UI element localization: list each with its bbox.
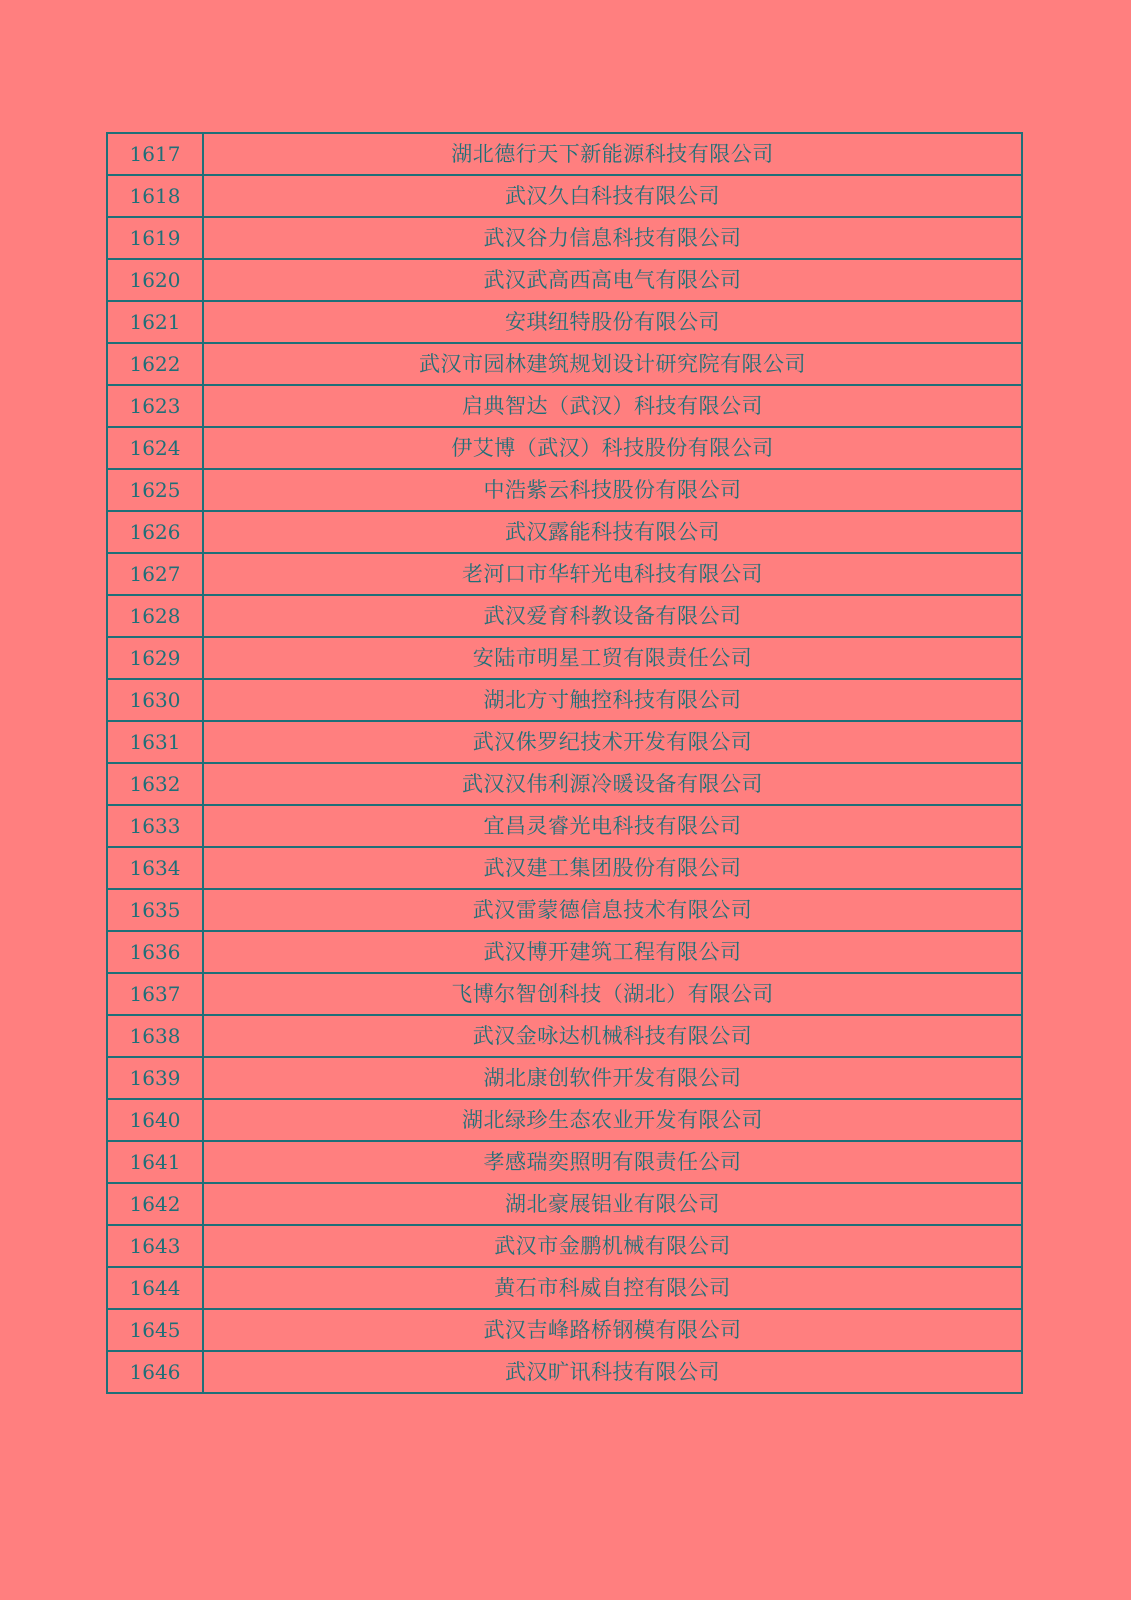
company-name: 武汉武高西高电气有限公司	[203, 259, 1022, 301]
company-name: 武汉博开建筑工程有限公司	[203, 931, 1022, 973]
company-name: 老河口市华轩光电科技有限公司	[203, 553, 1022, 595]
company-list-table	[106, 132, 1023, 1394]
table-row	[107, 595, 1022, 637]
table-row	[107, 1057, 1022, 1099]
table-row	[107, 805, 1022, 847]
table-row	[107, 1351, 1022, 1393]
row-number: 1635	[107, 889, 203, 931]
company-name: 伊艾博（武汉）科技股份有限公司	[203, 427, 1022, 469]
company-name: 武汉爱育科教设备有限公司	[203, 595, 1022, 637]
table-row	[107, 133, 1022, 175]
table-row	[107, 1225, 1022, 1267]
table-body	[107, 133, 1022, 1393]
company-name: 湖北方寸触控科技有限公司	[203, 679, 1022, 721]
company-name: 武汉露能科技有限公司	[203, 511, 1022, 553]
company-name: 武汉吉峰路桥钢模有限公司	[203, 1309, 1022, 1351]
row-number: 1627	[107, 553, 203, 595]
row-number: 1618	[107, 175, 203, 217]
row-number: 1620	[107, 259, 203, 301]
table-row	[107, 385, 1022, 427]
table-row	[107, 1309, 1022, 1351]
company-name: 飞博尔智创科技（湖北）有限公司	[203, 973, 1022, 1015]
row-number: 1644	[107, 1267, 203, 1309]
table-row	[107, 721, 1022, 763]
company-name: 湖北豪展铝业有限公司	[203, 1183, 1022, 1225]
table-row	[107, 847, 1022, 889]
row-number: 1633	[107, 805, 203, 847]
table-row	[107, 973, 1022, 1015]
company-name: 武汉旷讯科技有限公司	[203, 1351, 1022, 1393]
company-name: 武汉谷力信息科技有限公司	[203, 217, 1022, 259]
table-row	[107, 1183, 1022, 1225]
table-row	[107, 217, 1022, 259]
table-row	[107, 637, 1022, 679]
table-row	[107, 763, 1022, 805]
row-number: 1622	[107, 343, 203, 385]
table-row	[107, 1099, 1022, 1141]
row-number: 1637	[107, 973, 203, 1015]
row-number: 1626	[107, 511, 203, 553]
table-row	[107, 1267, 1022, 1309]
table-row	[107, 175, 1022, 217]
company-name: 黄石市科威自控有限公司	[203, 1267, 1022, 1309]
company-name: 孝感瑞奕照明有限责任公司	[203, 1141, 1022, 1183]
company-name: 武汉汉伟利源冷暖设备有限公司	[203, 763, 1022, 805]
table-row	[107, 511, 1022, 553]
company-name: 湖北康创软件开发有限公司	[203, 1057, 1022, 1099]
company-name: 中浩紫云科技股份有限公司	[203, 469, 1022, 511]
table-row	[107, 1141, 1022, 1183]
company-name: 湖北绿珍生态农业开发有限公司	[203, 1099, 1022, 1141]
table-row	[107, 553, 1022, 595]
company-name: 武汉市园林建筑规划设计研究院有限公司	[203, 343, 1022, 385]
table-row	[107, 931, 1022, 973]
row-number: 1646	[107, 1351, 203, 1393]
table-row	[107, 889, 1022, 931]
table-row	[107, 301, 1022, 343]
table-row	[107, 343, 1022, 385]
row-number: 1621	[107, 301, 203, 343]
row-number: 1628	[107, 595, 203, 637]
row-number: 1640	[107, 1099, 203, 1141]
row-number: 1634	[107, 847, 203, 889]
row-number: 1643	[107, 1225, 203, 1267]
row-number: 1619	[107, 217, 203, 259]
row-number: 1631	[107, 721, 203, 763]
company-name: 启典智达（武汉）科技有限公司	[203, 385, 1022, 427]
company-name: 武汉金咏达机械科技有限公司	[203, 1015, 1022, 1057]
row-number: 1632	[107, 763, 203, 805]
table-row	[107, 427, 1022, 469]
company-name: 武汉市金鹏机械有限公司	[203, 1225, 1022, 1267]
row-number: 1624	[107, 427, 203, 469]
row-number: 1636	[107, 931, 203, 973]
company-name: 宜昌灵睿光电科技有限公司	[203, 805, 1022, 847]
row-number: 1629	[107, 637, 203, 679]
row-number: 1645	[107, 1309, 203, 1351]
row-number: 1630	[107, 679, 203, 721]
company-name: 武汉雷蒙德信息技术有限公司	[203, 889, 1022, 931]
company-name: 安琪纽特股份有限公司	[203, 301, 1022, 343]
row-number: 1617	[107, 133, 203, 175]
company-name: 安陆市明星工贸有限责任公司	[203, 637, 1022, 679]
company-name: 武汉建工集团股份有限公司	[203, 847, 1022, 889]
table-row	[107, 259, 1022, 301]
row-number: 1639	[107, 1057, 203, 1099]
row-number: 1623	[107, 385, 203, 427]
table-row	[107, 679, 1022, 721]
row-number: 1642	[107, 1183, 203, 1225]
table-row	[107, 469, 1022, 511]
company-name: 湖北德行天下新能源科技有限公司	[203, 133, 1022, 175]
table-row	[107, 1015, 1022, 1057]
company-name: 武汉侏罗纪技术开发有限公司	[203, 721, 1022, 763]
company-name: 武汉久白科技有限公司	[203, 175, 1022, 217]
row-number: 1638	[107, 1015, 203, 1057]
row-number: 1625	[107, 469, 203, 511]
row-number: 1641	[107, 1141, 203, 1183]
